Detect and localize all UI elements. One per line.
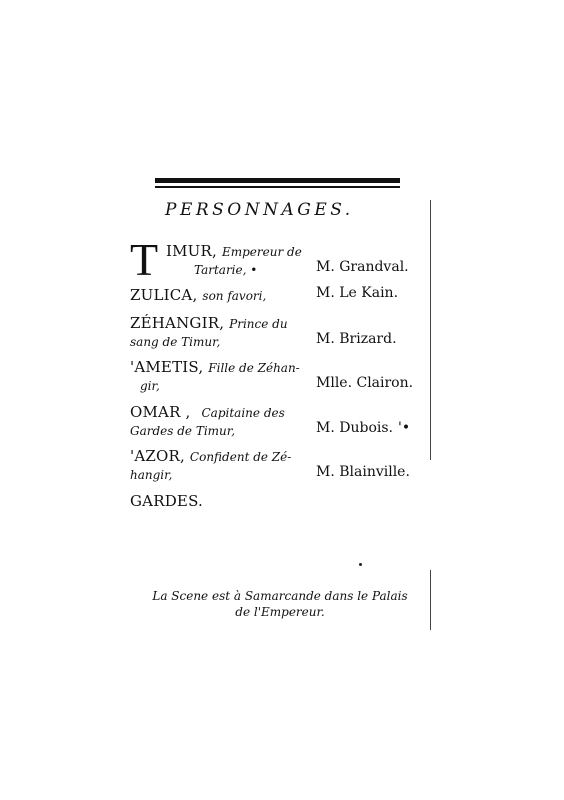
top-rule-thin <box>155 186 400 188</box>
cast-entry-omar <box>130 402 430 438</box>
separator: , <box>179 447 190 465</box>
separator: , <box>219 314 230 332</box>
cast-entry-timur <box>166 241 430 277</box>
actor-name: M. Le Kain. <box>316 285 399 301</box>
character-name: ZULICA <box>130 286 193 304</box>
scene-line-1: La Scene est à Samarcande dans le Palais <box>152 589 408 603</box>
cast-entry-zulica <box>130 285 430 303</box>
actor-name: M. Grandval. <box>316 259 409 275</box>
page-edge-line <box>430 200 431 460</box>
character-description-cont: hangir, <box>130 468 173 482</box>
scene-note <box>120 588 440 620</box>
character-name: ZÉHANGIR <box>130 314 220 332</box>
character-description: son favori, <box>202 289 267 303</box>
actor-name: M. Blainville. <box>316 464 410 480</box>
cast-entry-zehangir <box>130 313 430 349</box>
ink-speck <box>359 563 362 566</box>
character-description: Empereur de <box>221 245 302 259</box>
page-title: PERSONNAGES. <box>165 200 354 220</box>
character-description-cont: Tartarie, • <box>194 263 258 277</box>
character-name: GARDES. <box>130 492 203 510</box>
character-name: 'AMETIS <box>130 358 199 376</box>
actor-name: M. Dubois. <box>316 420 393 436</box>
cast-entry-gardes <box>130 491 430 509</box>
character-description: Prince du <box>229 317 288 331</box>
cast-entry-azor <box>130 446 430 482</box>
separator: , <box>212 242 222 260</box>
character-description: Fille de Zéhan- <box>208 361 300 375</box>
character-name: 'AZOR <box>130 447 180 465</box>
separator: , <box>192 286 203 304</box>
character-description-cont: gir, <box>140 379 160 393</box>
actor-name: Mlle. Clairon. <box>316 375 414 391</box>
top-rule-thick <box>155 178 400 183</box>
drop-cap: T <box>130 234 159 285</box>
actor-name: M. Brizard. <box>316 331 397 347</box>
character-description-cont: sang de Timur, <box>130 335 221 349</box>
character-description-cont: Gardes de Timur, <box>130 424 236 438</box>
separator: , <box>180 403 196 421</box>
character-description: Confident de Zé- <box>189 450 292 464</box>
cast-entry-ametis <box>130 357 430 393</box>
character-name: IMUR <box>166 242 213 260</box>
separator: , <box>198 358 209 376</box>
printer-mark: '• <box>398 420 411 436</box>
character-description: Capitaine des <box>201 406 285 420</box>
character-name: OMAR <box>130 403 181 421</box>
scene-line-2: de l'Empereur. <box>235 605 325 619</box>
